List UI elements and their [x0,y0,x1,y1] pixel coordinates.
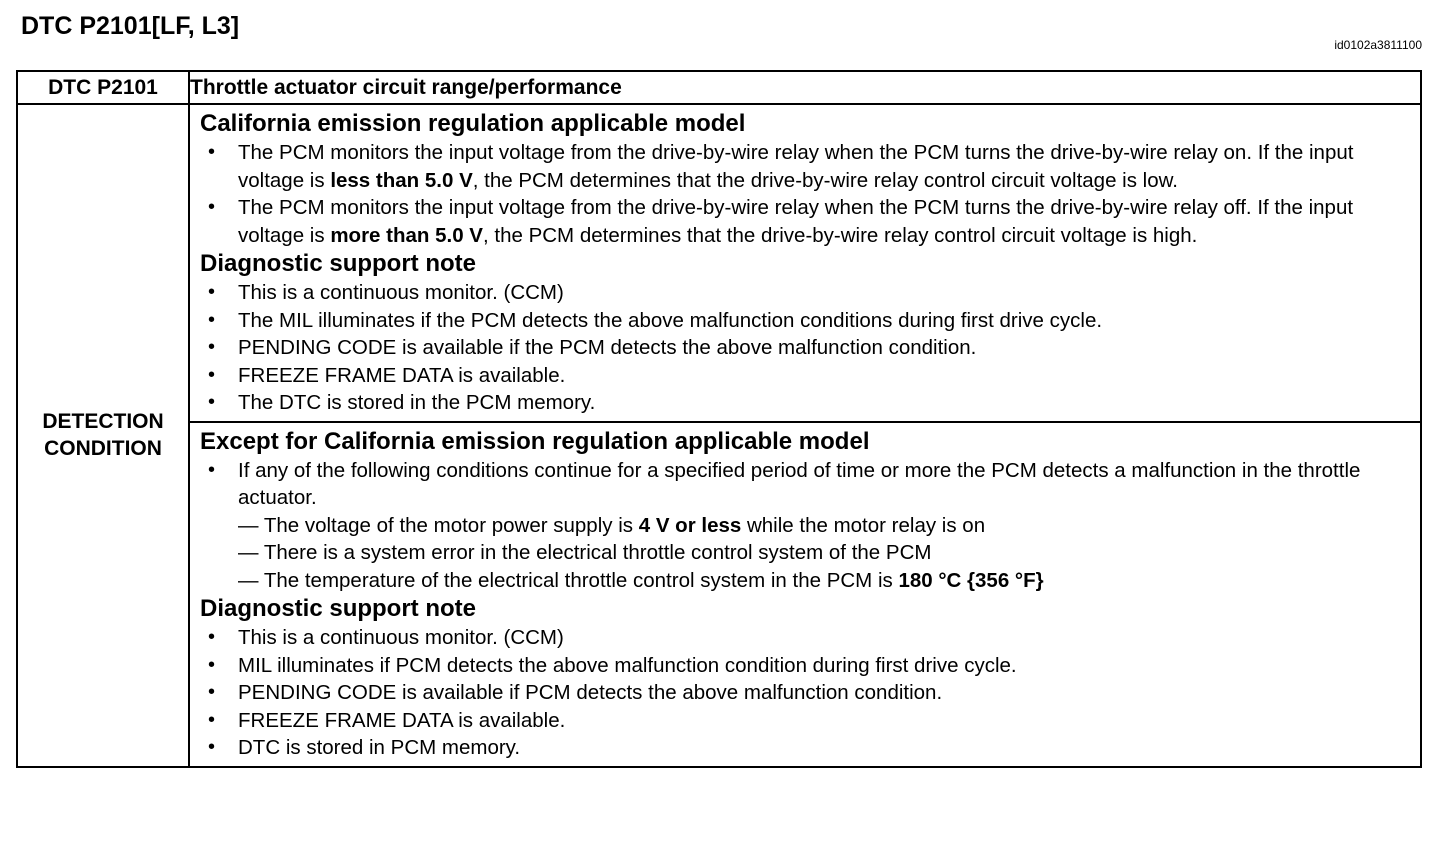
support-note-item: • DTC is stored in PCM memory. [238,734,1412,762]
support-note-item: • MIL illuminates if PCM detects the above malfunction condition during first drive cycle. [238,652,1412,680]
condition-text: — The voltage of the motor power supply is [238,513,639,537]
dtc-table [16,70,1422,768]
detection-text: , the PCM determines that the drive-by-wire relay control circuit voltage is low. [472,168,1178,192]
california-support-list [200,279,1412,417]
except-support-title: Diagnostic support note [200,595,476,622]
detection-condition-content [189,104,1421,767]
detection-text: , the PCM determines that the drive-by-wire relay control circuit voltage is high. [482,223,1198,247]
california-section [190,105,1420,423]
detection-text: The PCM monitors the input voltage from the drive-by-wire relay when the PCM turns the drive-by-wire relay on. If the input voltage is [238,141,1354,192]
except-support-list [200,624,1412,762]
detection-label-line1: DETECTION [42,410,164,434]
except-detection-item [238,457,1412,595]
except-condition-item [238,512,1412,540]
condition-threshold: 180 °C {356 °F} [898,568,1044,592]
detection-threshold: less than 5.0 V [330,168,473,192]
dtc-header-row [17,71,1421,104]
california-detection-item [238,194,1412,249]
page-title: DTC P2101[LF, L3] [21,12,240,40]
except-detection-list [200,457,1412,595]
except-california-section [190,423,1420,766]
support-note-item: • FREEZE FRAME DATA is available. [238,362,1412,390]
dtc-description-cell: Throttle actuator circuit range/performance [189,71,1421,104]
detection-condition-label [17,104,189,767]
california-detection-item [238,139,1412,194]
support-note-item: • The MIL illuminates if the PCM detects the above malfunction conditions during first drive cycle. [238,307,1412,335]
support-note-item: • PENDING CODE is available if PCM detects the above malfunction condition. [238,679,1412,707]
support-note-item: • PENDING CODE is available if the PCM detects the above malfunction condition. [238,334,1412,362]
except-condition-item [238,567,1412,595]
except-condition-list [238,512,1412,595]
condition-text: — The temperature of the electrical throttle control system in the PCM is [238,568,899,592]
detection-condition-row [17,104,1421,767]
detection-text: The PCM monitors the input voltage from the drive-by-wire relay when the PCM turns the drive-by-wire relay off. If the input voltage is [238,196,1354,247]
detection-label-line2: CONDITION [44,437,162,461]
support-note-item: • The DTC is stored in the PCM memory. [238,389,1412,417]
support-note-item: • FREEZE FRAME DATA is available. [238,707,1412,735]
document-id: id0102a3811100 [1334,38,1422,52]
condition-text: while the motor relay is on [741,513,986,537]
detection-threshold: more than 5.0 V [330,223,483,247]
support-note-item: • This is a continuous monitor. (CCM) [238,279,1412,307]
support-note-item: • This is a continuous monitor. (CCM) [238,624,1412,652]
except-section-title: Except for California emission regulation applicable model [200,427,870,455]
except-intro-text: If any of the following conditions continue for a specified period of time or more the PCM detects a malfunction in the throttle actuator. [238,458,1361,509]
condition-text: — There is a system error in the electrical throttle control system of the PCM [238,541,932,564]
california-support-title: Diagnostic support note [200,250,476,277]
california-detection-list [200,139,1412,249]
except-condition-item [238,539,1412,567]
california-section-title: California emission regulation applicable model [200,110,746,137]
condition-threshold: 4 V or less [638,513,742,537]
dtc-code-cell: DTC P2101 [17,71,189,104]
